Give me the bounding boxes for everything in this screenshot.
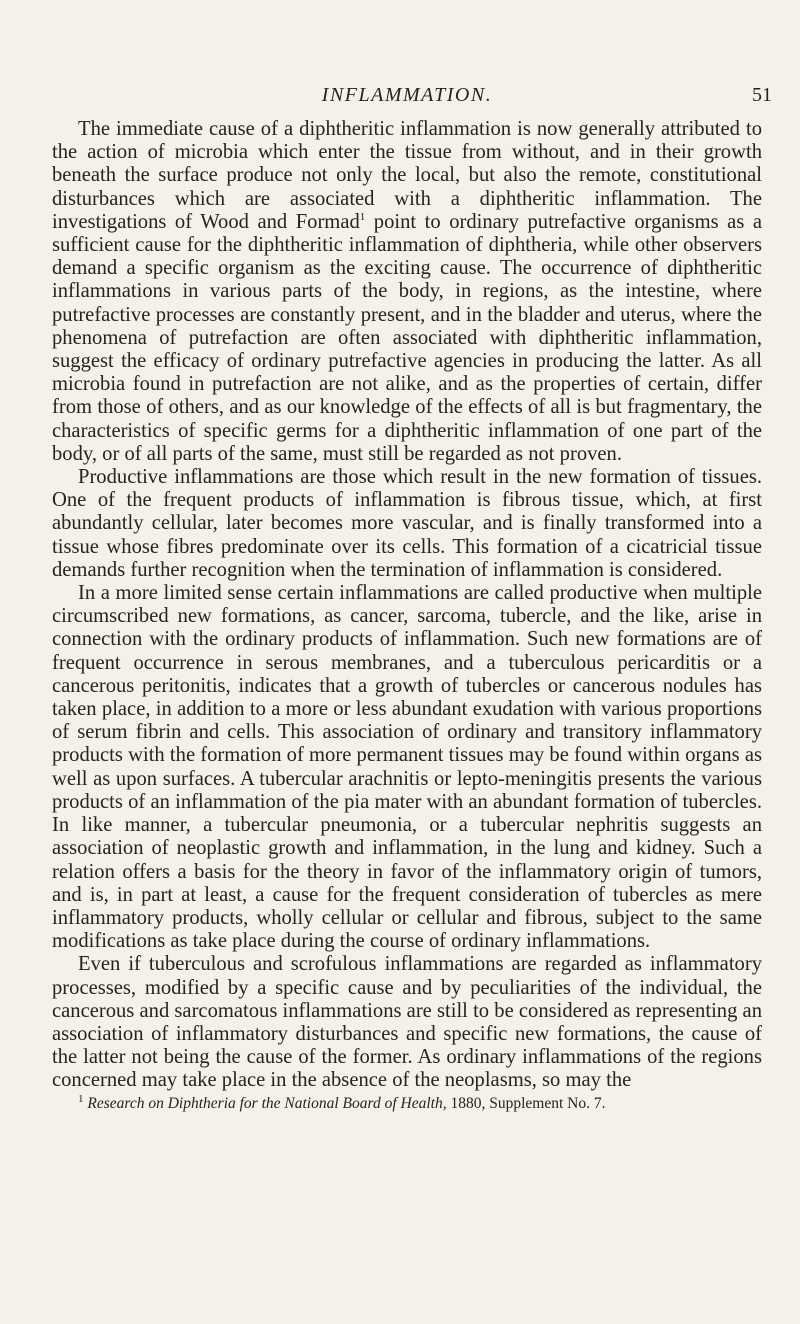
paragraph-text: point to ordinary putrefactive organisms as a sufficient cause for the diphtheritic inflammation of diphtheria, while other observers demand a specific organism as the exciting cause. The occurrence of diphtheritic inflammations in various parts of the body, in regions, as the intestine, where putrefactive processes are constantly present, and in the bladder and uterus, where the phenomena of putrefaction are often associated with diphtheritic inflammation, suggest the efficacy of ordinary putrefactive agencies in producing the latter. As all microbia found in putrefaction are not alike, and as the properties of certain, differ from those of others, and as our knowledge of the effects of all is but fragmentary, the characteristics of specific germs for a diphtheritic inflammation of one part of the body, or of all parts of the same, must still be regarded as not proven. [52, 210, 762, 465]
footnote [52, 1094, 762, 1113]
book-page [52, 60, 772, 1310]
footnote-marker: 1 [78, 1092, 84, 1105]
running-title: INFLAMMATION. [321, 84, 493, 106]
paragraph-text: The immediate cause of a diphtheritic inflammation is now generally attributed to the action of microbia which enter the tissue from without, and in their growth beneath the surface produce not only the local, but also the remote, constitutional disturbances which are associated with a diphtheritic inflammation. The investigations of Wood and Formad [52, 118, 762, 233]
footnote-reference: 1 [359, 210, 366, 223]
footnote-rest: 1880, Supplement No. 7. [446, 1094, 606, 1112]
body-text [52, 118, 762, 1093]
page-number: 51 [752, 84, 772, 106]
paragraph-limited-sense: In a more limited sense certain inflammations are called productive when multiple circumscribed new formations, as cancer, sarcoma, tubercle, and the like, arise in connection with the ordinary products of inflammation. Such new formations are of frequent occurrence in serous membranes, and a tuberculous pericarditis or a cancerous peritonitis, indicates that a growth of tubercles or cancerous nodules has taken place, in addition to a more or less abundant exudation with various proportions of serum fibrin and cells. This association of ordinary and transitory inflammatory products with the formation of more permanent tissues may be found within organs as well as upon surfaces. A tubercular arachnitis or lepto-meningitis presents the various products of an inflammation of the pia mater with an abundant formation of tubercles. In like manner, a tubercular pneumonia, or a tubercular nephritis suggests an association of neoplastic growth and inflammation, in the lung and kidney. Such a relation offers a basis for the theory in favor of the inflammatory origin of tumors, and is, in part at least, a cause for the frequent consideration of tubercles as mere inflammatory products, wholly cellular or cellular and fibrous, subject to the same modifications as take place during the course of ordinary inflammations. [52, 582, 762, 953]
running-head [52, 60, 772, 106]
paragraph-tuberculous-scrofulous: Even if tuberculous and scrofulous inflammations are regarded as inflammatory processes, modified by a specific cause and by peculiarities of the individual, the cancerous and sarcomatous inflammations are still to be considered as representing an association of inflammatory disturbances and specific new formations, the cause of the latter not being the cause of the former. As ordinary inflammations of the regions concerned may take place in the absence of the neoplasms, so may the [52, 953, 762, 1092]
paragraph-diphtheritic-cause [52, 118, 762, 466]
footnote-title: Research on Diphtheria for the National Board of Health, [87, 1094, 447, 1112]
paragraph-productive-inflammations: Productive inflammations are those which result in the new formation of tissues. One of the frequent products of inflammation is fibrous tissue, which, at first abundantly cellular, later becomes more vascular, and is finally transformed into a tissue whose fibres predominate over its cells. This formation of a cicatricial tissue demands further recognition when the termination of inflammation is considered. [52, 466, 762, 581]
